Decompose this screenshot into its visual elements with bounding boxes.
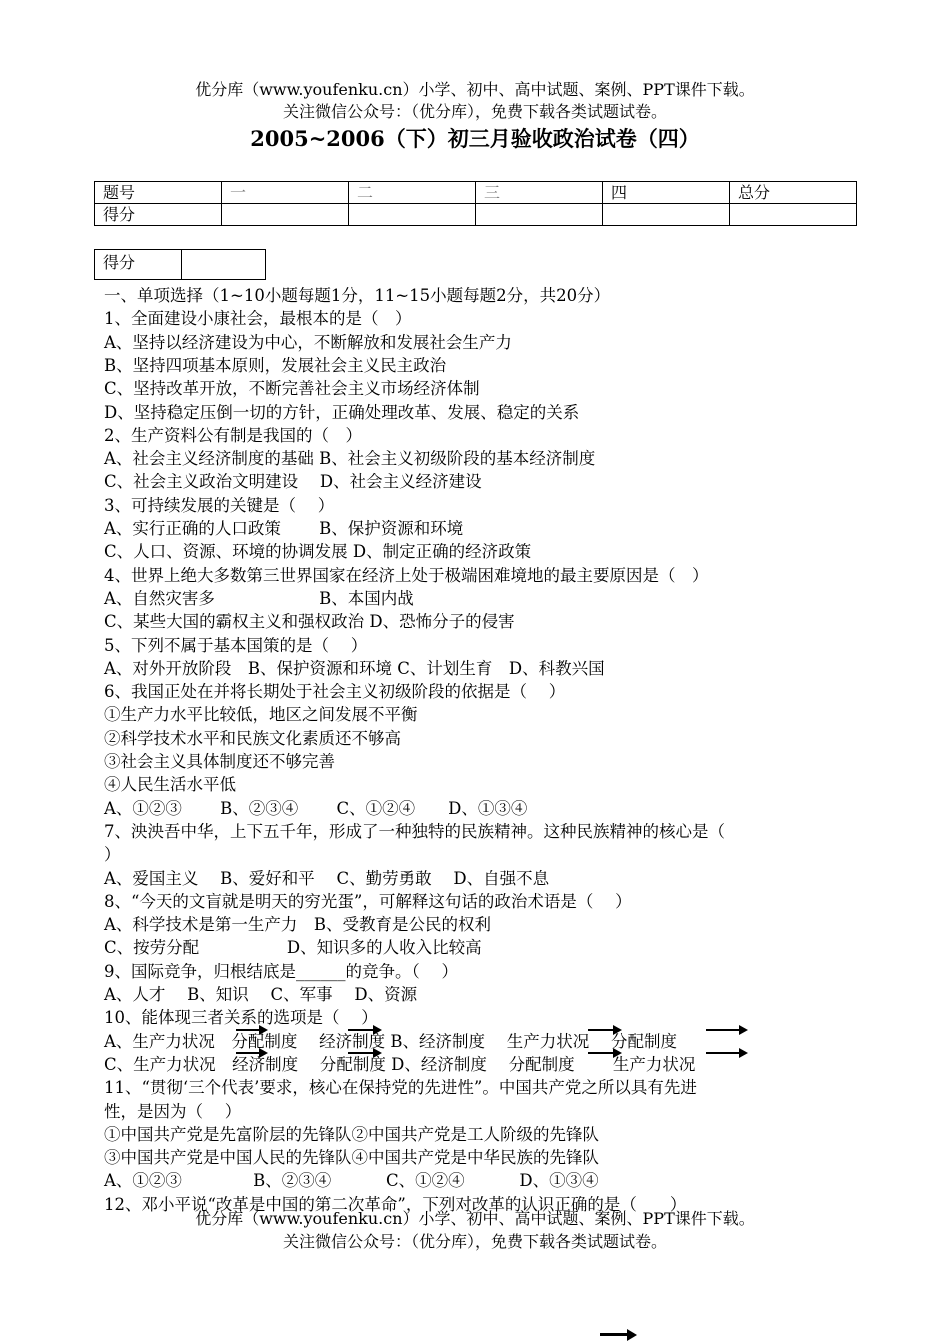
question-line: 4、世界上绝大多数第三世界国家在经济上处于极端困难境地的最主要原因是（ ）: [104, 565, 709, 585]
arrow-icon: [706, 1052, 746, 1054]
question-line: 11、“贯彻‘三个代表’要求，核心在保持党的先进性”。中国共产党之所以具有先进: [104, 1078, 697, 1098]
section-score-box: [94, 249, 266, 280]
arrow-icon: [600, 1333, 634, 1336]
question-line: 6、我国正处在并将长期处于社会主义初级阶段的依据是（ ）: [104, 682, 566, 702]
score-value-cell[interactable]: [349, 204, 476, 226]
question-line: A、实行正确的人口政策 B、保护资源和环境: [104, 519, 464, 538]
score-value-cell[interactable]: [603, 204, 730, 226]
score-cell-label: 题号: [95, 182, 222, 204]
question-line: D、坚持稳定压倒一切的方针，正确处理改革、发展、稳定的关系: [104, 402, 580, 422]
question-line: ④人民生活水平低: [104, 775, 236, 795]
question-line: ②科学技术水平和民族文化素质还不够高: [104, 728, 401, 748]
question-line: C、按劳分配 D、知识多的人收入比较高: [104, 938, 482, 958]
question-line: B、坚持四项基本原则，发展社会主义民主政治: [104, 355, 447, 375]
question-line: A、①②③ B、②③④ C、①②④ D、①③④: [104, 798, 528, 818]
question-line: 2、生产资料公有制是我国的（ ）: [104, 425, 362, 445]
question-line: ③社会主义具体制度还不够完善: [104, 752, 335, 771]
score-table-header-row: [95, 182, 857, 204]
score-cell-part-4: 四: [603, 182, 730, 204]
question-line: C、人口、资源、环境的协调发展 D、制定正确的经济政策: [104, 542, 532, 562]
question-line: C、某些大国的霸权主义和强权政治 D、恐怖分子的侵害: [104, 612, 515, 632]
question-line: A、生产力状况 分配制度 经济制度 B、经济制度 生产力状况 分配制度: [104, 1031, 678, 1051]
question-line: A、①②③ B、②③④ C、①②④ D、①③④: [104, 1171, 599, 1191]
question-line: 10、能体现三者关系的选项是（ ）: [104, 1008, 378, 1028]
score-value-cell[interactable]: [476, 204, 603, 226]
footer-line-2: 关注微信公众号：（优分库），免费下载各类试题试卷。: [282, 1232, 667, 1251]
question-line: C、社会主义政治文明建设 D、社会主义经济建设: [104, 472, 482, 492]
question-line: A、对外开放阶段 B、保护资源和环境 C、计划生育 D、科教兴国: [104, 658, 605, 678]
question-line: A、社会主义经济制度的基础 B、社会主义初级阶段的基本经济制度: [104, 449, 596, 469]
header-line-1: 优分库（www.youfenku.cn）小学、初中、高中试题、案例、PPT课件下载。: [195, 80, 755, 99]
exam-title: 2005~2006（下）初三月验收政治试卷（四）: [250, 126, 700, 151]
section-score-label: 得分: [95, 250, 182, 280]
arrow-icon: [588, 1052, 620, 1054]
arrow-icon: [348, 1052, 380, 1054]
question-line: C、坚持改革开放，不断完善社会主义市场经济体制: [104, 379, 480, 399]
question-line: 1、全面建设小康社会，最根本的是（ ）: [104, 309, 412, 329]
section-score-value[interactable]: [182, 250, 266, 280]
score-cell-part-2: 二: [349, 182, 476, 204]
arrow-icon: [236, 1029, 266, 1031]
question-line: A、科学技术是第一生产力 B、受教育是公民的权利: [104, 915, 492, 935]
question-line: C、生产力状况 经济制度 分配制度 D、经济制度 分配制度 生产力状况: [104, 1054, 696, 1074]
question-line: ③中国共产党是中国人民的先锋队④中国共产党是中华民族的先锋队: [104, 1148, 599, 1168]
question-line: 5、下列不属于基本国策的是（ ）: [104, 635, 368, 655]
score-value-cell[interactable]: [730, 204, 857, 226]
arrow-icon: [236, 1052, 266, 1054]
question-line: ）: [104, 845, 121, 865]
score-cell-part-1: 一: [222, 182, 349, 204]
question-line: ①中国共产党是先富阶层的先锋队②中国共产党是工人阶级的先锋队: [104, 1124, 599, 1144]
arrow-icon: [706, 1029, 746, 1031]
score-table-value-row: [95, 204, 857, 226]
question-line: ①生产力水平比较低，地区之间发展不平衡: [104, 705, 418, 725]
score-row-label: 得分: [95, 204, 222, 226]
question-line: 8、“今天的文盲就是明天的穷光蛋”，可解释这句话的政治术语是（ ）: [104, 891, 632, 911]
arrow-icon: [348, 1029, 380, 1031]
question-line: 12、邓小平说“改革是中国的第二次革命”，下列对改革的认识正确的是（ ）: [104, 1194, 687, 1214]
question-line: A、爱国主义 B、爱好和平 C、勤劳勇敢 D、自强不息: [104, 868, 550, 888]
question-line: 7、泱泱吾中华，上下五千年，形成了一种独特的民族精神。这种民族精神的核心是（: [104, 821, 725, 841]
header-line-2: 关注微信公众号：（优分库），免费下载各类试题试卷。: [282, 102, 667, 121]
question-line: 3、可持续发展的关键是（ ）: [104, 495, 335, 515]
score-table: [94, 181, 857, 226]
score-cell-part-3: 三: [476, 182, 603, 204]
question-line: A、人才 B、知识 C、军事 D、资源: [104, 985, 418, 1004]
question-line: 9、国际竞争，归根结底是______的竞争。（ ）: [104, 961, 458, 981]
arrow-icon: [588, 1029, 620, 1031]
question-line: 性，是因为（ ）: [104, 1101, 242, 1121]
score-cell-total: 总分: [730, 182, 857, 204]
score-value-cell[interactable]: [222, 204, 349, 226]
question-line: A、坚持以经济建设为中心，不断解放和发展社会生产力: [104, 332, 512, 352]
question-line: A、自然灾害多 B、本国内战: [104, 588, 414, 608]
question-line: 一、单项选择（1~10小题每题1分，11~15小题每题2分，共20分）: [104, 286, 611, 305]
footer-line-1: 优分库（www.youfenku.cn）小学、初中、高中试题、案例、PPT课件下载。: [195, 1209, 755, 1228]
